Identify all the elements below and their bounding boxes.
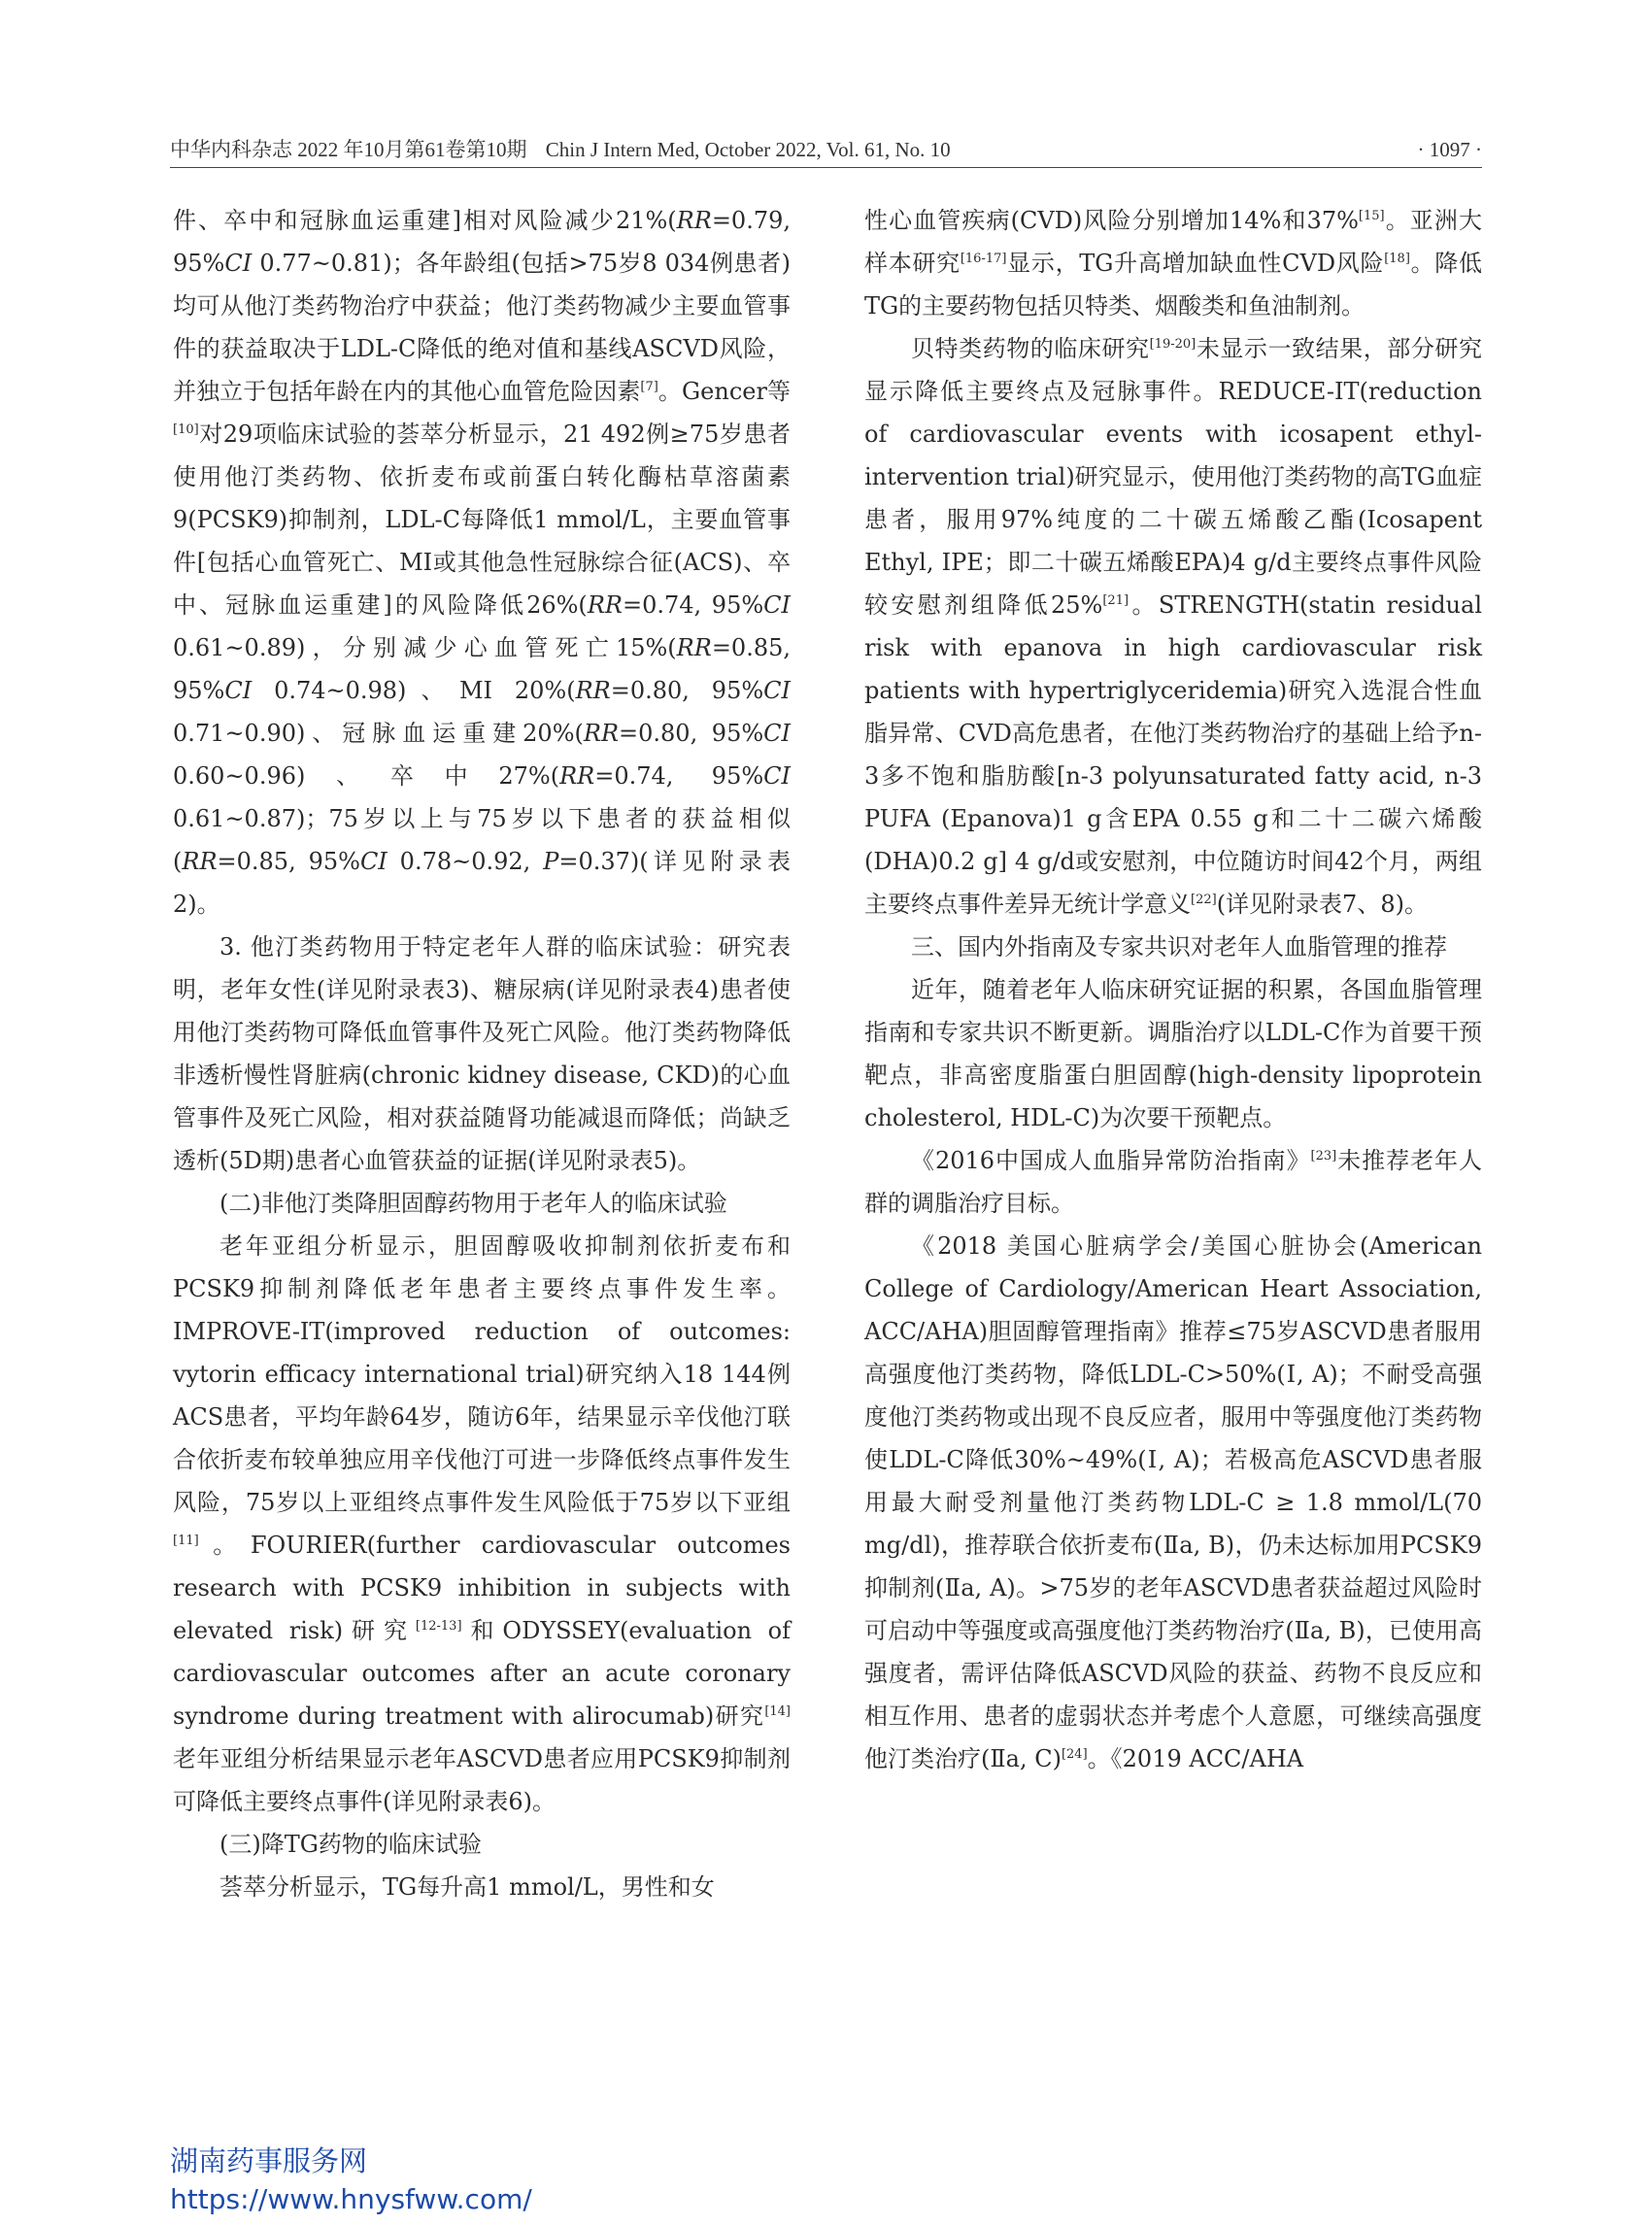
paragraph: 件、卒中和冠脉血运重建]相对风险减少21%(RR=0.79, 95%CI 0.77~0.81)；各年龄组(包括>75岁8 034例患者)均可从他汀类药物治疗中获益；他汀类药物减少主要血管事件的获益取决于LDL-C降低的绝对值和基线ASCVD风险，并独立于包括年龄在内的其他心血管危险因素[7]。Gencer等[10]对29项临床试验的荟萃分析显示，21 492例≥75岁患者使用他汀类药物、依折麦布或前蛋白转化酶枯草溶菌素9(PCSK9)抑制剂，LDL-C每降低1 mmol/L，主要血管事件[包括心血管死亡、MI或其他急性冠脉综合征(ACS)、卒中、冠脉血运重建]的风险降低26%(RR=0.74, 95%CI 0.61~0.89)，分别减少心血管死亡15%(RR=0.85, 95%CI 0.74~0.98)、MI 20%(RR=0.80, 95%CI 0.71~0.90)、冠脉血运重建20%(RR=0.80, 95%CI 0.60~0.96)、卒中27%(RR=0.74, 95%CI 0.61~0.87)；75岁以上与75岁以下患者的获益相似(RR=0.85, 95%CI 0.78~0.92, P=0.37)(详见附录表2)。: [173, 207, 792, 918]
paragraph: 3. 他汀类药物用于特定老年人群的临床试验：研究表明，老年女性(详见附录表3)、糖尿病(详见附录表4)患者使用他汀类药物可降低血管事件及死亡风险。他汀类药物降低非透析慢性肾脏病(chronic kidney disease, CKD)的心血管事件及死亡风险，相对获益随肾功能减退而降低；尚缺乏透析(5D期)患者心血管获益的证据(详见附录表5)。: [173, 933, 791, 1174]
journal-name-en: Chin J Intern Med, October 2022, Vol. 61, No. 10: [545, 138, 951, 161]
section-heading: (三)降TG药物的临床试验: [219, 1831, 482, 1858]
paragraph: 《2018 美国心脏病学会/美国心脏协会(American College of Cardiology/American Heart Association, ACC/AHA)胆固醇管理指南》推荐≤75岁ASCVD患者服用高强度他汀类药物，降低LDL-C>50%(Ⅰ, A)；不耐受高强度他汀类药物或出现不良反应者，服用中等强度他汀类药物使LDL-C降低30%~49%(Ⅰ, A)；若极高危ASCVD患者服用最大耐受剂量他汀类药物LDL-C ≥ 1.8 mmol/L(70 mg/dl)，推荐联合依折麦布(Ⅱa, B)，仍未达标加用PCSK9抑制剂(Ⅱa, A)。>75岁的老年ASCVD患者获益超过风险时可启动中等强度或高强度他汀类药物治疗(Ⅱa, B)，已使用高强度者，需评估降低ASCVD风险的获益、药物不良反应和相互作用、患者的虚弱状态并考虑个人意愿，可继续高强度他汀类治疗(Ⅱa, C)[24]。《2019 ACC/AHA: [864, 1232, 1482, 1772]
citation-ref[interactable]: [7]: [640, 380, 658, 394]
section-heading: (二)非他汀类降胆固醇药物用于老年人的临床试验: [219, 1190, 727, 1217]
citation-ref[interactable]: [23]: [1310, 1149, 1337, 1163]
paragraph: 性心血管疾病(CVD)风险分别增加14%和37%[15]。亚洲大样本研究[16-17]显示，TG升高增加缺血性CVD风险[18]。降低TG的主要药物包括贝特类、烟酸类和鱼油制剂。: [864, 207, 1483, 320]
running-header: [170, 134, 1482, 163]
citation-ref[interactable]: [15]: [1358, 209, 1385, 223]
paragraph: 近年，随着老年人临床研究证据的积累，各国血脂管理指南和专家共识不断更新。调脂治疗以LDL-C作为首要干预靶点，非高密度脂蛋白胆固醇(high-density lipoprotein cholesterol, HDL-C)为次要干预靶点。: [864, 976, 1482, 1131]
citation-ref[interactable]: [22]: [1191, 893, 1217, 907]
left-column: [173, 199, 791, 1908]
journal-name-cn: 中华内科杂志 2022 年10月第61卷第10期: [170, 138, 527, 161]
site-name: 湖南药事服务网: [170, 2144, 368, 2177]
right-column: [864, 199, 1482, 1780]
citation-ref[interactable]: [19-20]: [1149, 337, 1197, 352]
site-url-link[interactable]: https://www.hnysfww.com/: [170, 2183, 532, 2215]
journal-citation: [170, 134, 964, 163]
paragraph: 荟萃分析显示，TG每升高1 mmol/L，男性和女: [219, 1873, 715, 1901]
citation-ref[interactable]: [14]: [764, 1704, 791, 1719]
citation-ref[interactable]: [16-17]: [960, 252, 1007, 266]
citation-ref[interactable]: [12-13]: [415, 1619, 462, 1634]
section-heading: 三、国内外指南及专家共识对老年人血脂管理的推荐: [911, 933, 1447, 961]
citation-ref[interactable]: [11]: [173, 1534, 199, 1548]
paragraph: 贝特类药物的临床研究[19-20]未显示一致结果，部分研究显示降低主要终点及冠脉事件。REDUCE-IT(reduction of cardiovascular events with icosapent ethyl-intervention trial)研究显示，使用他汀类药物的高TG血症患者，服用97%纯度的二十碳五烯酸乙酯(Icosapent Ethyl, IPE；即二十碳五烯酸EPA)4 g/d主要终点事件风险较安慰剂组降低25%[21]。STRENGTH(statin residual risk with epanova in high cardiovascular risk patients with hypertriglyceridemia)研究入选混合性血脂异常、CVD高危患者，在他汀类药物治疗的基础上给予n-3多不饱和脂肪酸[n-3 polyunsaturated fatty acid, n-3 PUFA (Epanova)1 g含EPA 0.55 g和二十二碳六烯酸(DHA)0.2 g] 4 g/d或安慰剂，中位随访时间42个月，两组主要终点事件差异无统计学意义[22](详见附录表7、8)。: [864, 335, 1482, 918]
citation-ref[interactable]: [21]: [1102, 593, 1129, 608]
citation-ref[interactable]: [18]: [1384, 252, 1410, 266]
watermark-footer: [170, 2141, 532, 2219]
paragraph: 老年亚组分析显示，胆固醇吸收抑制剂依折麦布和PCSK9抑制剂降低老年患者主要终点事件发生率。IMPROVE-IT(improved reduction of outcomes: vytorin efficacy international trial)研究纳入18 144例ACS患者，平均年龄64岁，随访6年，结果显示辛伐他汀联合依折麦布较单独应用辛伐他汀可进一步降低终点事件发生风险，75岁以上亚组终点事件发生风险低于75岁以下亚组[11]。FOURIER(further cardiovascular outcomes research with PCSK9 inhibition in subjects with elevated risk)研究[12-13]和ODYSSEY(evaluation of cardiovascular outcomes after an acute coronary syndrome during treatment with alirocumab)研究[14]老年亚组分析结果显示老年ASCVD患者应用PCSK9抑制剂可降低主要终点事件(详见附录表6)。: [173, 1232, 791, 1815]
page-number: · 1097 ·: [1417, 138, 1482, 161]
header-divider: [170, 167, 1482, 168]
citation-ref[interactable]: [24]: [1061, 1747, 1088, 1762]
citation-ref[interactable]: [10]: [173, 422, 199, 437]
paragraph: 《2016中国成人血脂异常防治指南》[23]未推荐老年人群的调脂治疗目标。: [864, 1147, 1482, 1217]
